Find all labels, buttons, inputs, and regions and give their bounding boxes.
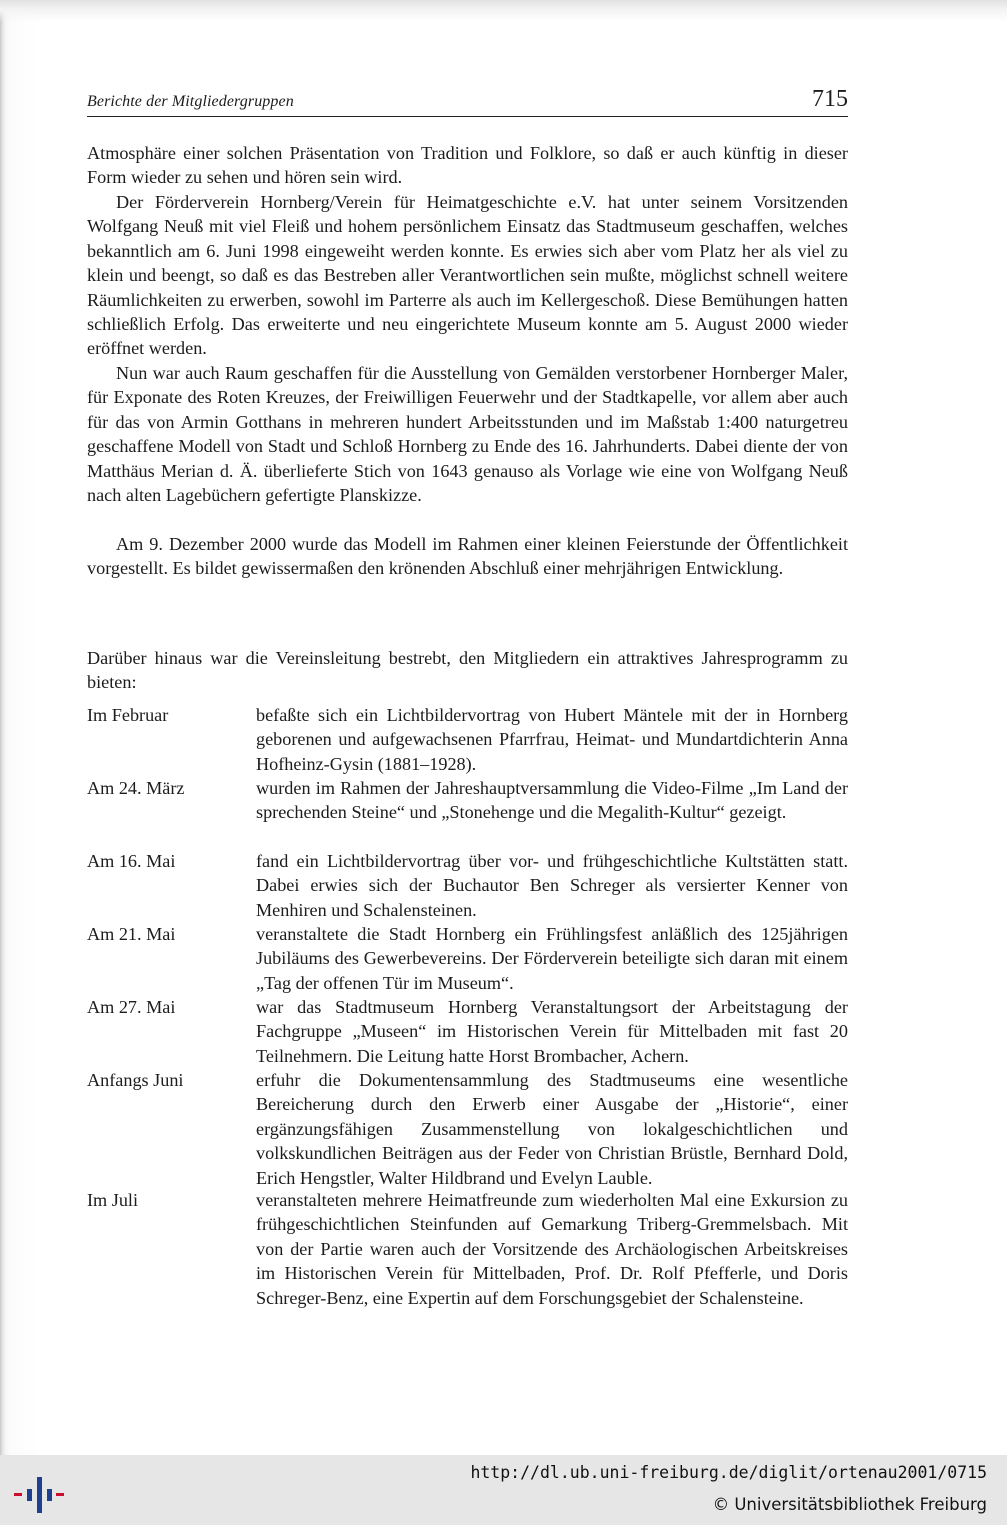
program-entry-date: Im Juli	[87, 1190, 139, 1210]
paragraph: Nun war auch Raum geschaffen für die Ausstellung von Gemälden verstorbener Hornberger Maler, für Exponate des Roten Kreuzes, der Freiwilligen Feuerwehr und der Stadtkapelle, vor allem aber auch für das von Armin Gotthans in mehreren hundert Arbeitsstunden und im Maßstab 1:400 naturgetreu geschaffene Modell von Stadt und Schloß Hornberg zu Ende des 16. Jahrhunderts. Dabei diente der von Matthäus Merian d. Ä. überlieferte Stich von 1643 genauso als Vorlage wie eine von Wolfgang Neuß nach alten Lagebüchern gefertigte Planskizze.	[87, 363, 848, 506]
program-entry-text: veranstalteten mehrere Heimatfreunde zum wiederholten Mal eine Exkursion zu frühgeschichtlichen Steinfunden auf Gemarkung Triberg-Gremmelsbach. Mit von der Partie waren auch der Vorsitzende des Archäologischen Arbeitskreises im Historischen Verein für Mittelbaden, Prof. Dr. Rolf Pfefferle, und Doris Schreger-Benz, eine Expertin auf dem Forschungsgebiet der Schalensteine.	[256, 1190, 848, 1308]
program-entry-text: fand ein Lichtbildervortrag über vor- und frühgeschichtliche Kultstätten statt. Dabei erwies sich der Buchautor Ben Schreger als versierter Kenner von Menhiren und Schalensteinen.	[256, 851, 848, 920]
page-edge-shadow	[0, 0, 1007, 22]
program-entry-date: Am 16. Mai	[87, 851, 176, 871]
footer-copyright: © Universitätsbibliothek Freiburg	[712, 1495, 987, 1514]
page-number: 715	[812, 86, 848, 112]
program-entry-text: befaßte sich ein Lichtbildervortrag von Hubert Mäntele mit der in Hornberg geborenen und aufgewachsenen Pfarrfrau, Heimat- und Mundartdichterin Anna Hofheinz-Gysin (1881–1928).	[256, 705, 848, 774]
program-entry-date: Am 24. März	[87, 778, 185, 798]
ub-freiburg-logo-icon	[12, 1463, 64, 1517]
program-entry-date: Am 27. Mai	[87, 997, 176, 1017]
paragraph: Am 9. Dezember 2000 wurde das Modell im Rahmen einer kleinen Feierstunde der Öffentlichkeit vorgestellt. Es bildet gewissermaßen den krönenden Abschluß einer mehrjährigen Entwicklung.	[87, 534, 848, 579]
program-entry-text: wurden im Rahmen der Jahreshauptversammlung die Video-Filme „Im Land der sprechenden Steine“ und „Stonehenge und die Megalith-Kultur“ gezeigt.	[256, 778, 848, 823]
program-entry-text: veranstaltete die Stadt Hornberg ein Frühlingsfest anläßlich des 125jährigen Jubiläums des Gewerbevereins. Der Förderverein beteiligte sich daran mit einem „Tag der offenen Tür im Museum“.	[256, 924, 848, 993]
running-header	[87, 84, 848, 117]
footer-url-link[interactable]: http://dl.ub.uni-freiburg.de/diglit/ortenau2001/0715	[470, 1463, 987, 1482]
paragraph: Darüber hinaus war die Vereinsleitung bestrebt, den Mitgliedern ein attraktives Jahresprogramm zu bieten:	[87, 648, 848, 693]
program-entry-text: erfuhr die Dokumentensammlung des Stadtmuseums eine wesentliche Bereicherung durch den Erwerb einer Ausgabe der „Historie“, einer ergänzungsfähigen Zusammenstellung von lokalgeschichtlichen und volkskundlichen Beiträgen aus der Feder von Christian Brüstle, Bernhard Dold, Erich Hengstler, Walter Hildbrand und Evelyn Lauble.	[256, 1070, 848, 1188]
running-title: Berichte der Mitgliedergruppen	[87, 93, 294, 110]
program-entry-date: Am 21. Mai	[87, 924, 176, 944]
program-entry-date: Im Februar	[87, 705, 169, 725]
paragraph: Atmosphäre einer solchen Präsentation von Tradition und Folklore, so daß er auch künftig in dieser Form wieder zu sehen und hören sein wird.	[87, 143, 848, 188]
paragraph: Der Förderverein Hornberg/Verein für Heimatgeschichte e.V. hat unter seinem Vorsitzenden Wolfgang Neuß mit viel Fleiß und hohem persönlichem Einsatz das Stadtmuseum geschaffen, welches bekanntlich am 6. Juni 1998 eingeweiht werden konnte. Es erwies sich aber vom Platz her als viel zu klein und beengt, so daß es das Bestreben aller Verantwortlichen sein mußte, möglichst schnell weitere Räumlichkeiten zu erwerben, sowohl im Parterre als auch im Kellergeschoß. Diese Bemühungen hatten schließlich Erfolg. Das erweiterte und neu eingerichtete Museum konnte am 5. August 2000 wieder eröffnet werden.	[87, 192, 848, 359]
program-entry-text: war das Stadtmuseum Hornberg Veranstaltungsort der Arbeitstagung der Fachgruppe „Museen“ im Historischen Verein für Mittelbaden mit fast 20 Teilnehmern. Die Leitung hatte Horst Brombacher, Achern.	[256, 997, 848, 1066]
program-entry-date: Anfangs Juni	[87, 1070, 184, 1090]
